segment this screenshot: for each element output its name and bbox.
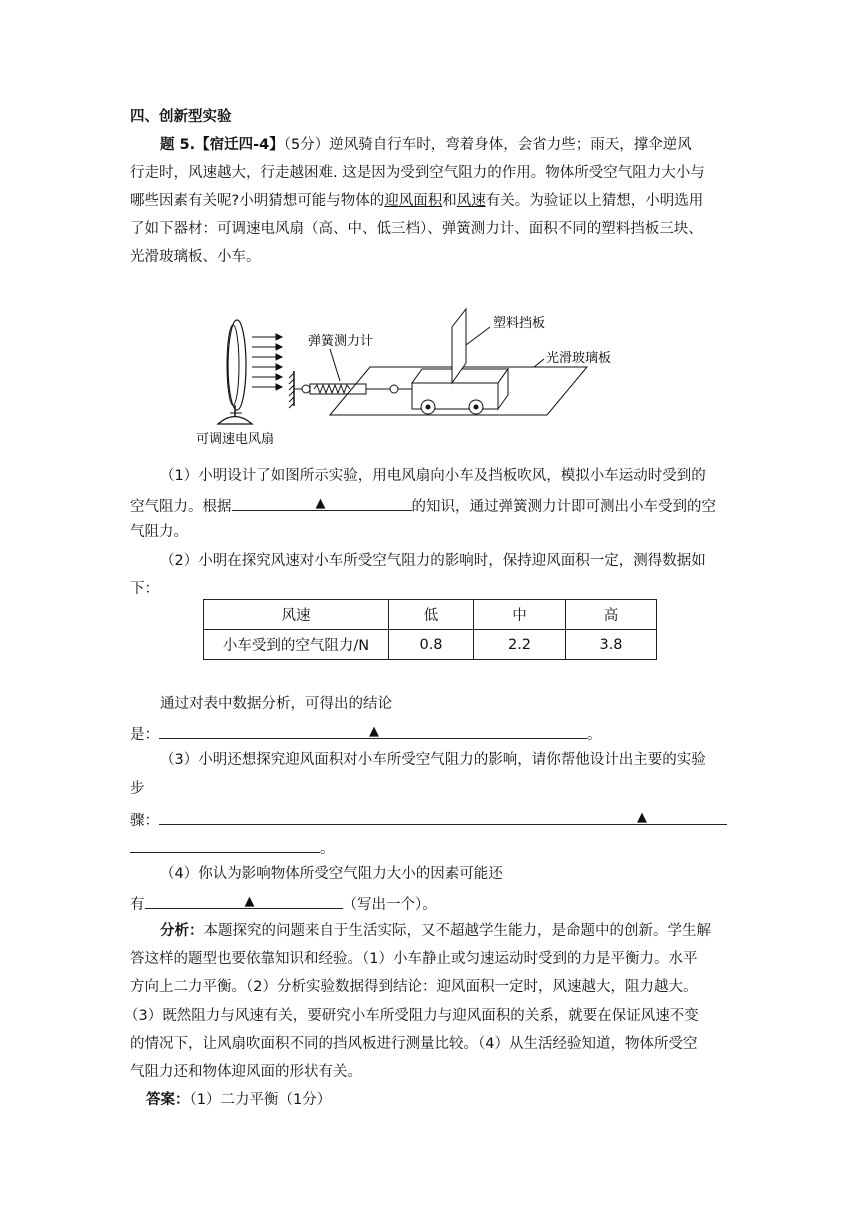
table-row	[204, 600, 657, 630]
part2-conc-pre: 是：	[130, 727, 159, 743]
fan-icon	[218, 320, 252, 424]
answer-blank-2[interactable]	[159, 722, 587, 739]
part3-line-3	[130, 808, 730, 831]
table-header-cell: 低	[389, 600, 474, 630]
question-text-1: （5分）逆风骑自行车时，弯着身体，会省力些；雨天，撑伞逆风	[283, 137, 692, 153]
part1-line-1: （1）小明设计了如图所示实验，用电风扇向小车及挡板吹风，模拟小车运动时受到的	[160, 468, 706, 484]
part3-line-2: 步	[130, 781, 145, 797]
part1-line-3: 气阻力。	[130, 524, 188, 540]
data-table	[203, 599, 657, 660]
question-line-2: 行走时，风速越大，行走越困难. 这是因为受到空气阻力的作用。物体所受空气阻力大小与	[130, 165, 705, 181]
part4-line-2	[130, 892, 730, 915]
part1-text-post: 的知识，通过弹簧测力计即可测出小车受到的空	[411, 499, 716, 515]
answer-line	[146, 1090, 746, 1110]
part2-line-1: （2）小明在探究风速对小车所受空气阻力的影响时，保持迎风面积一定，测得数据如	[160, 553, 706, 569]
table-header-cell: 中	[474, 600, 566, 630]
answer-label: 答案：	[146, 1092, 190, 1108]
analysis-line-2: 答这样的题型也要依靠知识和经验。（1）小车静止或匀速运动时受到的力是平衡力。水平	[130, 951, 698, 967]
part4-text-post: （写出一个）。	[342, 897, 437, 913]
analysis-line-6: 气阻力还和物体迎风面的形状有关。	[130, 1064, 362, 1080]
wall-icon	[289, 371, 294, 408]
wind-arrows	[252, 334, 282, 390]
part1-line-2	[130, 494, 730, 517]
label-spring-scale: 弹簧测力计	[308, 334, 374, 349]
table-header-cell: 风速	[204, 600, 389, 630]
question-source: 【宿迁四-4】	[195, 137, 284, 153]
part2-line-2: 下：	[130, 581, 159, 597]
table-cell: 2.2	[474, 630, 566, 660]
label-glass-plate: 光滑玻璃板	[546, 351, 612, 366]
label-plastic-board: 塑料挡板	[493, 316, 546, 331]
question-text-3b: 和	[442, 193, 457, 209]
part1-text-pre: 空气阻力。根据	[130, 499, 232, 515]
table-row-label: 小车受到的空气阻力/N	[204, 630, 389, 660]
triangle-marker: ▲	[369, 724, 379, 739]
question-text-3a: 哪些因素有关呢?小明猜想可能与物体的	[130, 193, 385, 209]
table-row	[204, 630, 657, 660]
triangle-marker: ▲	[244, 894, 255, 909]
question-line-1	[160, 135, 730, 155]
part3-line-1: （3）小明还想探究迎风面积对小车所受空气阻力的影响，请你帮他设计出主要的实验	[160, 752, 706, 768]
analysis-text-1: 本题探究的问题来自于生活实际，又不超越学生能力，是命题中的创新。学生解	[203, 923, 711, 939]
part2-conclusion-2	[130, 722, 730, 745]
question-line-3	[130, 191, 730, 211]
part4-line-1: （4）你认为影响物体所受空气阻力大小的因素可能还	[160, 866, 503, 882]
experiment-figure	[190, 305, 650, 450]
part2-conc-post: 。	[587, 727, 602, 743]
answer-text: （1）二力平衡（1分）	[189, 1092, 332, 1108]
question-line-5: 光滑玻璃板、小车。	[130, 249, 261, 265]
table-header-cell: 高	[566, 600, 657, 630]
question-label: 题 5.	[160, 137, 196, 153]
section-title: 四、创新型实验	[130, 109, 232, 125]
analysis-line-4: （3）既然阻力与风速有关，要研究小车所受阻力与迎风面积的关系，就要在保证风速不变	[124, 1008, 699, 1024]
underlined-term-speed: 风速	[456, 193, 486, 209]
part2-conclusion-1: 通过对表中数据分析，可得出的结论	[160, 696, 392, 712]
analysis-label: 分析：	[160, 923, 204, 939]
triangle-marker: ▲	[315, 496, 326, 511]
answer-blank-4[interactable]	[145, 892, 343, 909]
analysis-line-1	[160, 921, 730, 941]
question-text-3c: 有关。为验证以上猜想，小明选用	[485, 193, 704, 209]
table-cell: 0.8	[389, 630, 474, 660]
table-cell: 3.8	[566, 630, 657, 660]
part3-line-4	[130, 836, 730, 859]
answer-blank-1[interactable]	[232, 494, 412, 511]
underlined-term-area: 迎风面积	[384, 193, 443, 209]
answer-blank-3b[interactable]	[130, 836, 320, 853]
part3-text-post: 。	[320, 841, 335, 857]
spring-scale-icon	[294, 384, 412, 394]
part4-text-pre: 有	[130, 897, 145, 913]
triangle-marker: ▲	[637, 810, 647, 825]
part3-text-pre: 骤：	[130, 813, 159, 829]
car-icon	[412, 369, 508, 414]
question-line-4: 了如下器材：可调速电风扇（高、中、低三档）、弹簧测力计、面积不同的塑料挡板三块、	[130, 221, 703, 237]
analysis-line-3: 方向上二力平衡。（2）分析实验数据得到结论：迎风面积一定时，风速越大，阻力越大。	[130, 979, 698, 995]
analysis-line-5: 的情况下，让风扇吹面积不同的挡风板进行测量比较。（4）从生活经验知道，物体所受空	[130, 1036, 698, 1052]
label-fan: 可调速电风扇	[196, 432, 275, 447]
answer-blank-3[interactable]	[159, 808, 727, 825]
